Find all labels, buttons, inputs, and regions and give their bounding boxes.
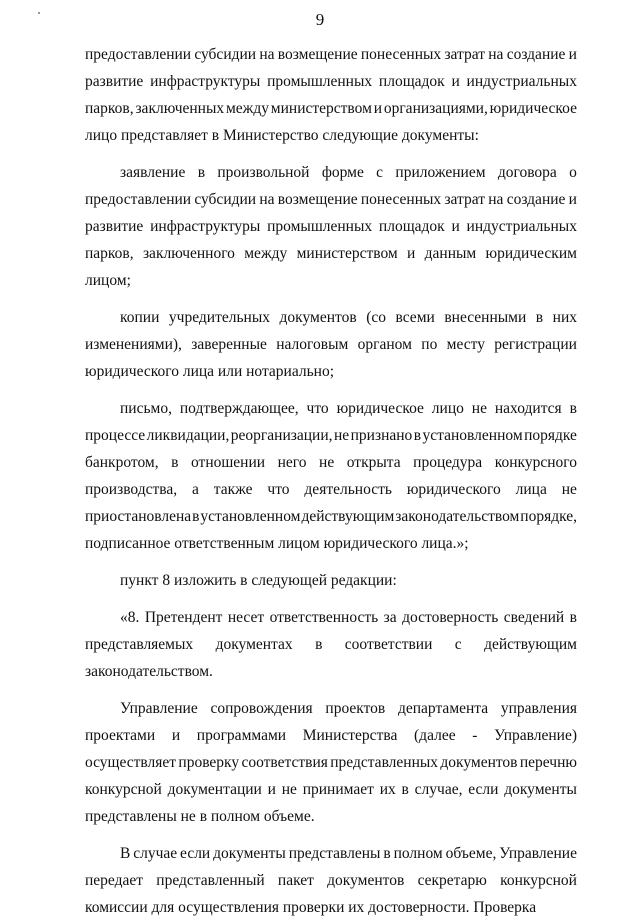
text-line: пункт 8 изложить в следующей редакции:: [120, 572, 397, 589]
document-body: [85, 41, 577, 921]
paragraph: [85, 395, 577, 557]
text-line: предоставлении субсидии на возмещение понесенных затрат на создание и: [85, 46, 577, 63]
text-line: банкротом, в отношении него не открыта процедура конкурсного: [85, 454, 577, 471]
paragraph-gap: [85, 830, 577, 840]
paragraph-gap: [85, 557, 577, 567]
page-number: 9: [315, 10, 325, 29]
text-line: конкурсной документации и не принимает их в случае, если документы: [85, 781, 577, 798]
paragraph-gap: [85, 685, 577, 695]
paragraph-gap: [85, 385, 577, 395]
text-line: процессе ликвидации, реорганизации, не признано в установленном порядке: [85, 427, 577, 444]
text-line: изменениями), заверенные налоговым органом по месту регистрации: [85, 336, 577, 353]
text-line: подписанное ответственным лицом юридического лица.»;: [85, 535, 469, 552]
paragraph: [85, 840, 577, 921]
paragraph: [85, 695, 577, 830]
paragraph: [85, 159, 577, 294]
text-line: лицом;: [85, 272, 131, 289]
text-line: предоставлении субсидии на возмещение понесенных затрат на создание и: [85, 191, 577, 208]
text-line: В случае если документы представлены в полном объеме, Управление: [120, 845, 577, 862]
text-line: развитие инфраструктуры промышленных площадок и индустриальных: [85, 73, 577, 90]
paragraph-gap: [85, 594, 577, 604]
text-line: парков, заключенного между министерством и данным юридическим: [85, 245, 577, 262]
paragraph: [85, 41, 577, 149]
paragraph: [85, 304, 577, 385]
text-line: лицо представляет в Министерство следующие документы:: [85, 127, 479, 144]
text-line: Управление сопровождения проектов департамента управления: [120, 700, 577, 717]
paragraph: [85, 604, 577, 685]
text-line: развитие инфраструктуры промышленных площадок и индустриальных: [85, 218, 577, 235]
text-line: осуществляет проверку соответствия представленных документов перечню: [85, 754, 577, 771]
text-line: законодательством.: [85, 663, 213, 680]
text-line: копии учредительных документов (со всеми внесенными в них: [120, 309, 577, 326]
text-line: заявление в произвольной форме с приложением договора о: [120, 164, 577, 181]
text-line: представляемых документах в соответствии с действующим: [85, 636, 577, 653]
text-line: юридического лица или нотариально;: [85, 363, 335, 380]
text-line: приостановлена в установленном действующим законодательством порядке,: [85, 508, 577, 525]
paragraph-gap: [85, 294, 577, 304]
text-line: проектами и программами Министерства (далее - Управление): [85, 727, 577, 744]
paragraph: [85, 567, 577, 594]
paragraph-gap: [85, 149, 577, 159]
text-line: представлены не в полном объеме.: [85, 808, 315, 825]
text-line: производства, а также что деятельность юридического лица не: [85, 481, 577, 498]
text-line: комиссии для осуществления проверки их достоверности. Проверка: [85, 899, 537, 916]
text-line: письмо, подтверждающее, что юридическое лицо не находится в: [120, 400, 577, 417]
text-line: передает представленный пакет документов секретарю конкурсной: [85, 872, 577, 889]
text-line: парков, заключенных между министерством и организациями, юридическое: [85, 100, 577, 117]
text-line: «8. Претендент несет ответственность за достоверность сведений в: [120, 609, 577, 626]
